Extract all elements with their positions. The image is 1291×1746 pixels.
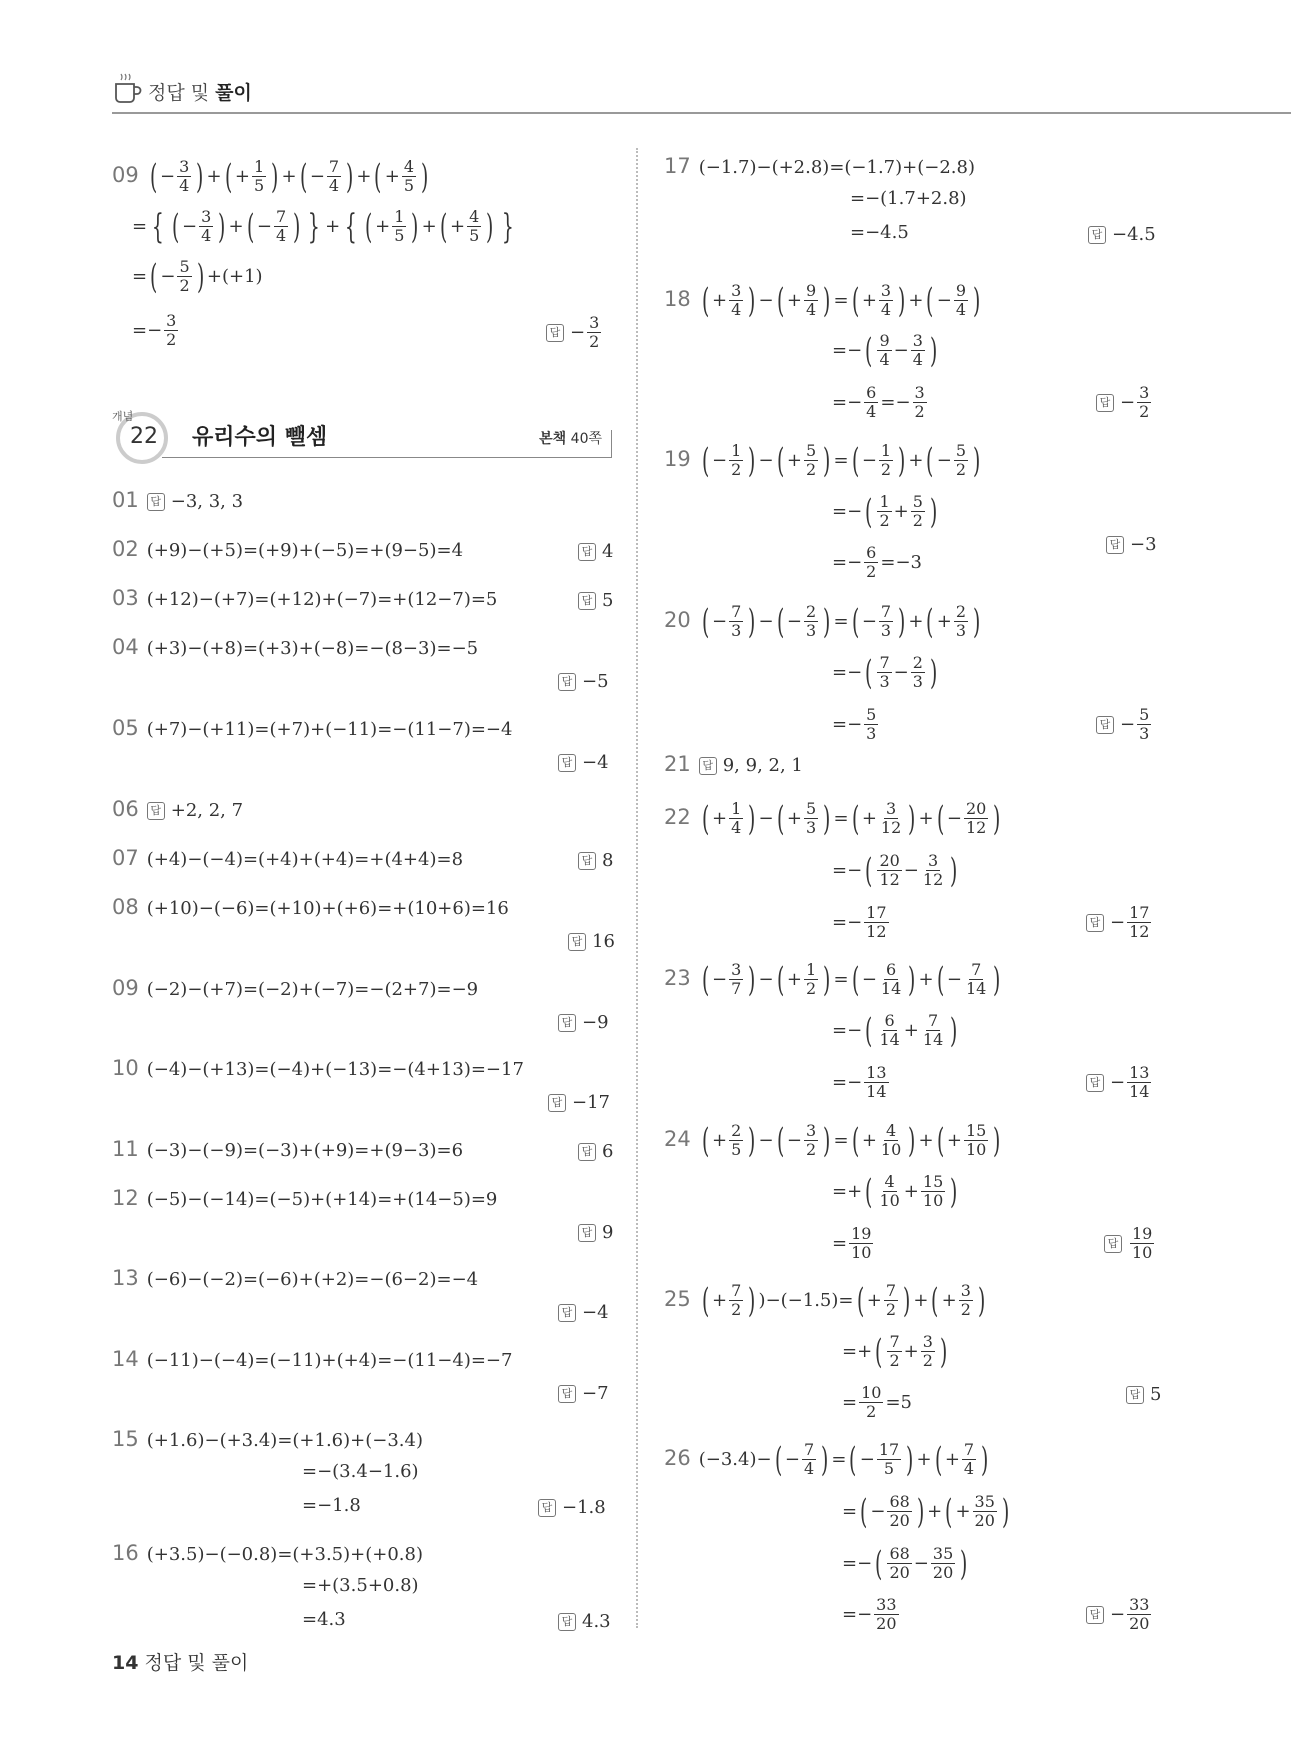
answer: 답 5 xyxy=(1126,1384,1161,1405)
answer: 답 $\frac{19}{10}$ xyxy=(1104,1225,1156,1263)
answer: 답 4.3 xyxy=(558,1611,611,1632)
answer: 답 16 xyxy=(568,931,615,952)
solution-line: 18 ( + $\frac{3}{4}$ ) −( + $\frac{9}{4}$ ) =( + $\frac{3}{4}$ ) +( − $\frac{9}{4}$ ) xyxy=(664,280,981,321)
solution-line: 05 (+7)−(+11)=(+7)+(−11)=−(11−7)=−4 xyxy=(112,716,513,740)
solution-line: 04 (+3)−(+8)=(+3)+(−8)=−(8−3)=−5 xyxy=(112,635,479,659)
solution-line: 24 ( + $\frac{2}{5}$ ) −( − $\frac{3}{2}$ ) =( + $\frac{4}{10}$ ) +( + $\frac{15}{10}$ ) xyxy=(664,1120,1001,1161)
answer: 답 −3 xyxy=(1106,534,1157,555)
solution-line: 13 (−6)−(−2)=(−6)+(+2)=−(6−2)=−4 xyxy=(112,1266,479,1290)
solution-line: 07 (+4)−(−4)=(+4)+(+4)=+(4+4)=8 xyxy=(112,846,464,870)
solution-line: 12 (−5)−(−14)=(−5)+(+14)=+(14−5)=9 xyxy=(112,1186,498,1210)
solution-line: 11 (−3)−(−9)=(−3)+(+9)=+(9−3)=6 xyxy=(112,1137,464,1161)
solution-line: =( − $\frac{5}{2}$ ) +(+1) xyxy=(132,256,263,297)
solution-line: 26 (−3.4)−( − $\frac{7}{4}$ ) =( − $\frac{17}{5}$ ) +( + $\frac{7}{4}$ ) xyxy=(664,1439,989,1480)
answer: 답 − $\frac{5}{3}$ xyxy=(1096,706,1153,744)
item-number: 09 xyxy=(112,162,139,187)
header-title: 정답 및 xyxy=(148,82,210,104)
solution-line: =− $\frac{5}{3}$ xyxy=(832,705,877,744)
answer-icon: 답 xyxy=(546,324,564,342)
solution-line: 19 ( − $\frac{1}{2}$ ) −( + $\frac{5}{2}$ ) =( − $\frac{1}{2}$ ) +( − $\frac{5}{2}$ ) xyxy=(664,440,981,481)
solution-line: =−( $\frac{20}{12}$ − $\frac{3}{12}$ ) xyxy=(832,850,958,891)
solution-line: = { ( − $\frac{3}{4}$ ) +( − $\frac{7}{4}$ ) } + { ( + $\frac{1}{5}$ ) +( + $\frac{4}{5}$ ) } xyxy=(132,206,514,247)
solution-line: =+( $\frac{7}{2}$ + $\frac{3}{2}$ ) xyxy=(842,1331,948,1372)
solution-line: =−1.8 xyxy=(302,1495,361,1516)
solution-line: 09 ( − $\frac{3}{4}$ ) +( + $\frac{1}{5}$ ) +( − $\frac{7}{4}$ ) +( + $\frac{4}{5}$ ) xyxy=(112,156,429,197)
answer-icon: 답 xyxy=(147,493,165,511)
solution-line: =−( $\frac{7}{3}$ − $\frac{2}{3}$ ) xyxy=(832,652,938,693)
header-title-bold: 풀이 xyxy=(215,82,252,104)
solution-line: = $\frac{10}{2}$ =5 xyxy=(842,1383,912,1422)
solution-line: =− $\frac{33}{20}$ xyxy=(842,1595,897,1634)
textbook-reference: 본책 40쪽 xyxy=(539,431,602,447)
solution-line: 23 ( − $\frac{3}{7}$ ) −( + $\frac{1}{2}$ ) =( − $\frac{6}{14}$ ) +( − $\frac{7}{14}$ ) xyxy=(664,959,1001,1000)
solution-line: =−( $\frac{1}{2}$ + $\frac{5}{2}$ ) xyxy=(832,491,938,532)
solution-line: 01 답 −3, 3, 3 xyxy=(112,488,244,512)
answer: 답 −4 xyxy=(558,1302,609,1323)
answer: 답 −4.5 xyxy=(1088,224,1156,245)
answer: 답 − $\frac{3}{2}$ xyxy=(546,314,603,352)
answer: 답 9 xyxy=(578,1222,613,1243)
solution-line: 20 ( − $\frac{7}{3}$ ) −( − $\frac{2}{3}$ ) =( − $\frac{7}{3}$ ) +( + $\frac{2}{3}$ ) xyxy=(664,601,981,642)
answer: 답 6 xyxy=(578,1141,613,1162)
solution-line: 22 ( + $\frac{1}{4}$ ) −( + $\frac{5}{3}$ ) =( + $\frac{3}{12}$ ) +( − $\frac{20}{12}$ ) xyxy=(664,798,1001,839)
solution-line: =−(1.7+2.8) xyxy=(850,188,967,209)
solution-line: 06 답 +2, 2, 7 xyxy=(112,797,244,821)
page-number: 14 xyxy=(112,1652,139,1674)
solution-line: 10 (−4)−(+13)=(−4)+(−13)=−(4+13)=−17 xyxy=(112,1056,524,1080)
answer: 답 − $\frac{3}{2}$ xyxy=(1096,384,1153,422)
solution-line: = $\frac{19}{10}$ xyxy=(832,1224,872,1263)
answer: 답 −5 xyxy=(558,671,609,692)
answer: 답 − $\frac{17}{12}$ xyxy=(1086,904,1153,942)
solution-line: 21 답 9, 9, 2, 1 xyxy=(664,752,803,776)
solution-line: =−( $\frac{9}{4}$ − $\frac{3}{4}$ ) xyxy=(832,330,938,371)
cup-icon xyxy=(112,70,144,106)
answer: 답 − $\frac{13}{14}$ xyxy=(1086,1064,1153,1102)
concept-heading: 개념 22 유리수의 뺄셈 본책 40쪽 xyxy=(112,408,612,458)
concept-number: 22 xyxy=(130,424,158,449)
solution-line: 17 (−1.7)−(+2.8)=(−1.7)+(−2.8) xyxy=(664,154,975,178)
solution-line: 03 (+12)−(+7)=(+12)+(−7)=+(12−7)=5 xyxy=(112,586,498,610)
answer: 답 8 xyxy=(578,850,613,871)
solution-line: =( − $\frac{68}{20}$ ) +( + $\frac{35}{20}$ ) xyxy=(842,1491,1010,1532)
solution-line: =+( $\frac{4}{10}$ + $\frac{15}{10}$ ) xyxy=(832,1171,958,1212)
solution-line: =− $\frac{6}{2}$ =−3 xyxy=(832,543,922,582)
answer: 답 −1.8 xyxy=(538,1497,606,1518)
answer: 답 −17 xyxy=(548,1092,610,1113)
footer-text: 정답 및 풀이 xyxy=(144,1652,249,1674)
solution-line: =− $\frac{17}{12}$ xyxy=(832,903,887,942)
answer: 답 −9 xyxy=(558,1012,609,1033)
solution-line: 16 (+3.5)−(−0.8)=(+3.5)+(+0.8) xyxy=(112,1541,423,1565)
solution-line: 14 (−11)−(−4)=(−11)+(+4)=−(11−4)=−7 xyxy=(112,1347,513,1371)
answer: 답 −7 xyxy=(558,1383,609,1404)
solution-line: =+(3.5+0.8) xyxy=(302,1575,419,1596)
solution-line: =− $\frac{6}{4}$ =− $\frac{3}{2}$ xyxy=(832,383,925,422)
solution-line: 08 (+10)−(−6)=(+10)+(+6)=+(10+6)=16 xyxy=(112,895,509,919)
solution-line: 15 (+1.6)−(+3.4)=(+1.6)+(−3.4) xyxy=(112,1427,423,1451)
concept-title: 유리수의 뺄셈 xyxy=(192,425,328,450)
answer: 답 − $\frac{33}{20}$ xyxy=(1086,1596,1153,1634)
solution-line: =−4.5 xyxy=(850,222,909,243)
solution-line: 25 ( + $\frac{7}{2}$ ) )−(−1.5)=( + $\frac{7}{2}$ ) +( + $\frac{3}{2}$ ) xyxy=(664,1280,986,1321)
answer: 답 −4 xyxy=(558,752,609,773)
solution-line: 02 (+9)−(+5)=(+9)+(−5)=+(9−5)=4 xyxy=(112,537,464,561)
header-rule xyxy=(112,112,1291,114)
solution-line: =−( $\frac{68}{20}$ − $\frac{35}{20}$ ) xyxy=(842,1543,968,1584)
answer: 답 4 xyxy=(578,541,613,562)
solution-line: =−(3.4−1.6) xyxy=(302,1461,419,1482)
page-footer xyxy=(112,1648,248,1675)
column-divider xyxy=(636,148,638,1628)
page-header xyxy=(148,78,252,105)
solution-line: =4.3 xyxy=(302,1609,346,1630)
solution-line: =−( $\frac{6}{14}$ + $\frac{7}{14}$ ) xyxy=(832,1010,958,1051)
solution-line: 09 (−2)−(+7)=(−2)+(−7)=−(2+7)=−9 xyxy=(112,976,479,1000)
solution-line: =− $\frac{3}{2}$ xyxy=(132,311,177,350)
answer: 답 5 xyxy=(578,590,613,611)
solution-line: =− $\frac{13}{14}$ xyxy=(832,1063,887,1102)
